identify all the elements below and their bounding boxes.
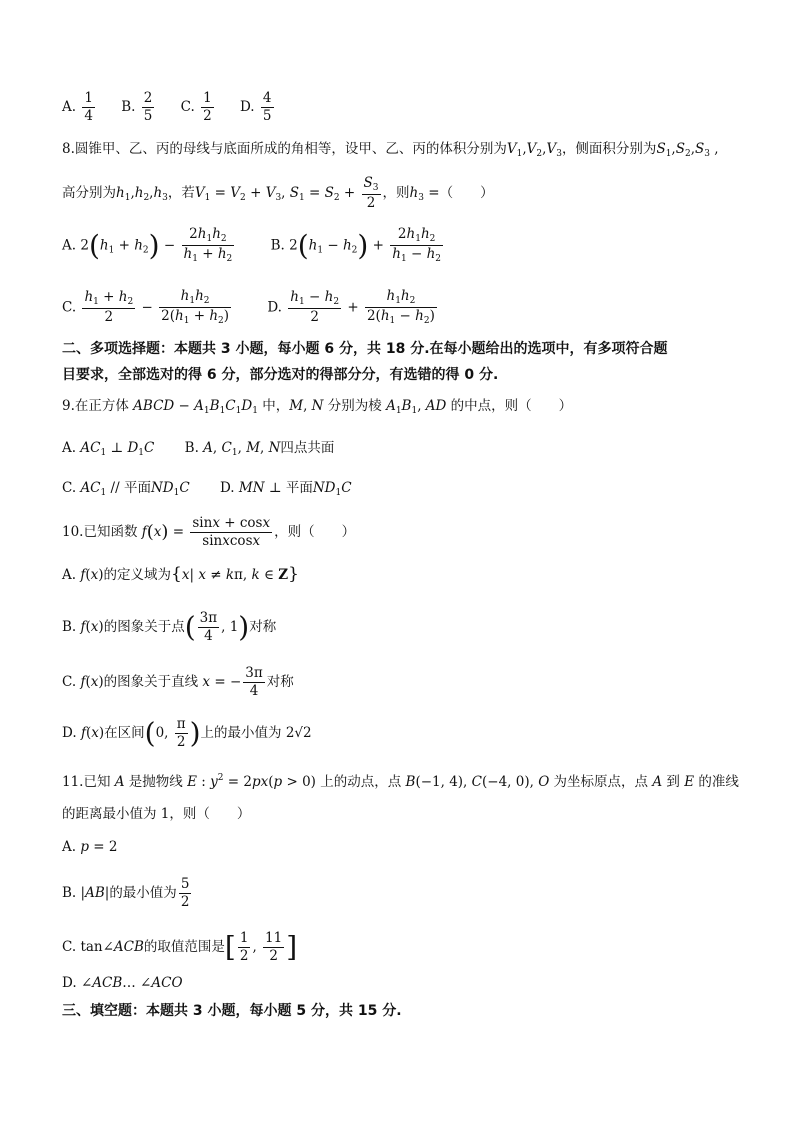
- q8-option-b: B. $2(h_1 - h_2)$ + $\frac{2h_1h_2}{h_1 - h_2}$: [270, 226, 442, 265]
- q8-option-c: C. $\frac{h_1 + h_2}{2}$ − $\frac{h_1h_2}{2(h_1 + h_2)}$: [62, 288, 230, 327]
- q7-option-c: C. $\frac{1}{2}$: [180, 90, 212, 124]
- q10-option-c: C. f(x)的图象关于直线 x = − $\frac{3\pi}{4}$ 对称: [62, 665, 294, 699]
- q9-options-ab: [62, 442, 334, 458]
- q11-option-c: C. tan∠ACB的取值范围是[ $\frac{1}{2}$ , $\frac{11}{2}$ ]: [62, 930, 298, 964]
- q7-option-b: B. $\frac{2}{5}$: [121, 90, 153, 124]
- q9-option-b: B. A, $C_1$, M, N四点共面: [184, 440, 335, 458]
- q11-stem-line2: 的距离最小值为 1，则（ ）: [62, 806, 251, 822]
- section-2-heading-line1: 二、多项选择题：本题共 3 小题，每小题 6 分，共 18 分.在每小题给出的选项中，有多项符合题: [62, 341, 668, 357]
- q7-options: [62, 90, 276, 125]
- q11-option-b: B. |AB|的最小值为 $\frac{5}{2}$: [62, 876, 190, 910]
- q11-option-d: D. ∠ACB… ∠ACO: [62, 975, 183, 991]
- q9-option-c: C. $AC_1$ // 平面$ND_1C$: [62, 480, 190, 498]
- q7-option-a: A. $\frac{1}{4}$: [62, 90, 93, 124]
- q11-stem-line1: 11.已知 A 是抛物线 E : $y^2 = 2px(p > 0)$ 上的动点，点 B(−1, 4), C(−4, 0), O 为坐标原点，点 A 到 E 的准线: [62, 773, 739, 790]
- q10-option-d: D. f(x)在区间(0, $\frac{\pi}{2}$ )上的最小值为 2√2: [62, 716, 312, 750]
- q11-option-a: A. p = 2: [62, 839, 118, 855]
- q10-option-a: A. f(x)的定义域为{x| x ≠ kπ, k ∈ Z}: [62, 564, 299, 584]
- q8-options-ab: [62, 226, 445, 266]
- section-3-heading: 三、填空题：本题共 3 小题，每小题 5 分，共 15 分.: [62, 1003, 402, 1019]
- q10-option-b: B. f(x)的图象关于点( $\frac{3\pi}{4}$ , 1)对称: [62, 610, 277, 644]
- q9-options-cd: [62, 482, 352, 498]
- q8-option-a: A. $2(h_1 + h_2)$ − $\frac{2h_1h_2}{h_1 + h_2}$: [62, 226, 233, 265]
- q8-stem-line1: 8.圆锥甲、乙、丙的母线与底面所成的角相等，设甲、乙、丙的体积分别为$V_1,V_2,V_3$，侧面积分别为$S_1,S_2,S_3$ ,: [62, 141, 719, 159]
- q8-options-cd: [62, 288, 439, 328]
- q8-option-d: D. $\frac{h_1 - h_2}{2}$ + $\frac{h_1h_2}{2(h_1 - h_2)}$: [267, 288, 435, 327]
- q7-option-d: D. $\frac{4}{5}$: [239, 90, 272, 124]
- section-2-heading-line2: 目要求，全部选对的得 6 分，部分选对的得部分分，有选错的得 0 分.: [62, 367, 499, 383]
- q9-stem: 9.在正方体 ABCD − $A_1B_1C_1D_1$ 中，M, N 分别为棱 $A_1B_1$, AD 的中点，则（ ）: [62, 398, 573, 416]
- q9-option-d: D. MN ⊥ 平面$ND_1C$: [219, 480, 352, 498]
- q9-option-a: A. $AC_1$ ⊥ $D_1C$: [62, 440, 155, 458]
- q10-stem: 10.已知函数 f(x) = $\frac{\sin x + \cos x}{\text{sinxcosx}}$ ，则（ ）: [62, 515, 356, 549]
- q8-stem-line2: 高分别为$h_1,h_2,h_3$，若$V_1 = V_2 + V_3$, $S_1 = S_2$ + $\frac{S_3}{2}$ ，则$h_3$ =（ ）: [62, 175, 494, 212]
